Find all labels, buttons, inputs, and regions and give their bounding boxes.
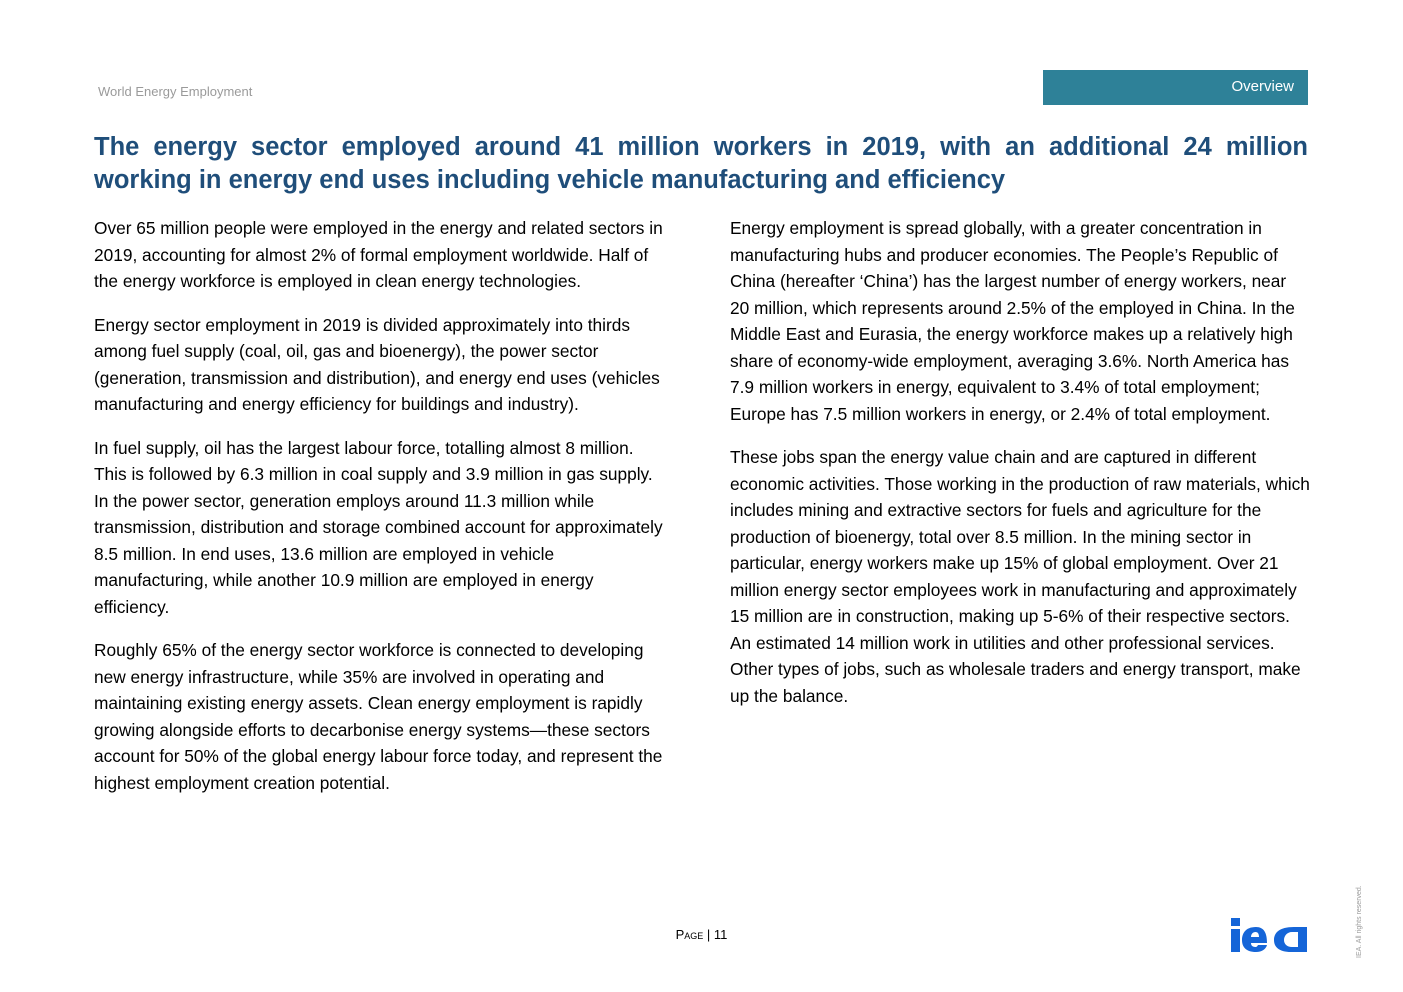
paragraph: Over 65 million people were employed in the energy and related sectors in 2019, accounting for almost 2% of formal employment worldwide. Half of the energy workforce is employed in clean energy technologies. [94,218,663,291]
paragraph: Energy sector employment in 2019 is divided approximately into thirds among fuel supply (coal, oil, gas and bioenergy), the power sector (generation, transmission and distribution), and energy end uses (vehicles manufacturing and energy efficiency for buildings and industry). [94,314,660,414]
copyright-notice: IEA. All rights reserved. [1356,885,1363,958]
document-title: World Energy Employment [98,84,253,99]
section-tab: Overview [1043,70,1308,105]
paragraph: In fuel supply, oil has the largest labour force, totalling almost 8 million. This is followed by 6.3 million in coal supply and 3.9 million in gas supply. In the power sector, generation employs around 11.3 million while transmission, distribution and storage combined account for approximately 8.5 million. In end uses, 13.6 million are employed in vehicle manufacturing, while another 10.9 million are employed in energy efficiency. [94,437,663,617]
left-column [94,215,664,813]
page-separator: | [706,927,711,942]
paragraph: These jobs span the energy value chain and are captured in different economic activities. Those working in the production of raw materials, which includes mining and extractive sectors for fuels and agriculture for the production of bioenergy, total over 8.5 million. In the mining sector in particular, energy workers make up 15% of global employment. Over 21 million energy sector employees work in manufacturing and approximately 15 million are in construction, making up 5-6% of their respective sectors. An estimated 14 million work in utilities and other professional services. Other types of jobs, such as wholesale traders and energy transport, make up the balance. [730,447,1310,706]
paragraph: Roughly 65% of the energy sector workforce is connected to developing new energy infrastructure, while 35% are involved in operating and maintaining existing energy assets. Clean energy employment is rapidly growing alongside efforts to decarbonise energy systems—these sectors account for 50% of the global energy labour force today, and represent the highest employment creation potential. [94,640,663,793]
page-title: The energy sector employed around 41 million workers in 2019, with an additional 24 million working in energy end uses including vehicle manufacturing and efficiency [94,133,1308,194]
page-number: 11 [713,927,728,942]
page-footer [0,927,1403,942]
right-column [730,215,1310,726]
iea-logo-icon [1228,916,1310,954]
paragraph: Energy employment is spread globally, with a greater concentration in manufacturing hubs and producer economies. The People’s Republic of China (hereafter ‘China’) has the largest number of energy workers, near 20 million, which represents around 2.5% of the employed in China. In the Middle East and Eurasia, the energy workforce makes up a relatively high share of economy-wide employment, averaging 3.6%. North America has 7.9 million workers in energy, equivalent to 3.4% of total employment; Europe has 7.5 million workers in energy, or 2.4% of total employment. [730,218,1295,424]
page-label: Page [675,927,704,942]
